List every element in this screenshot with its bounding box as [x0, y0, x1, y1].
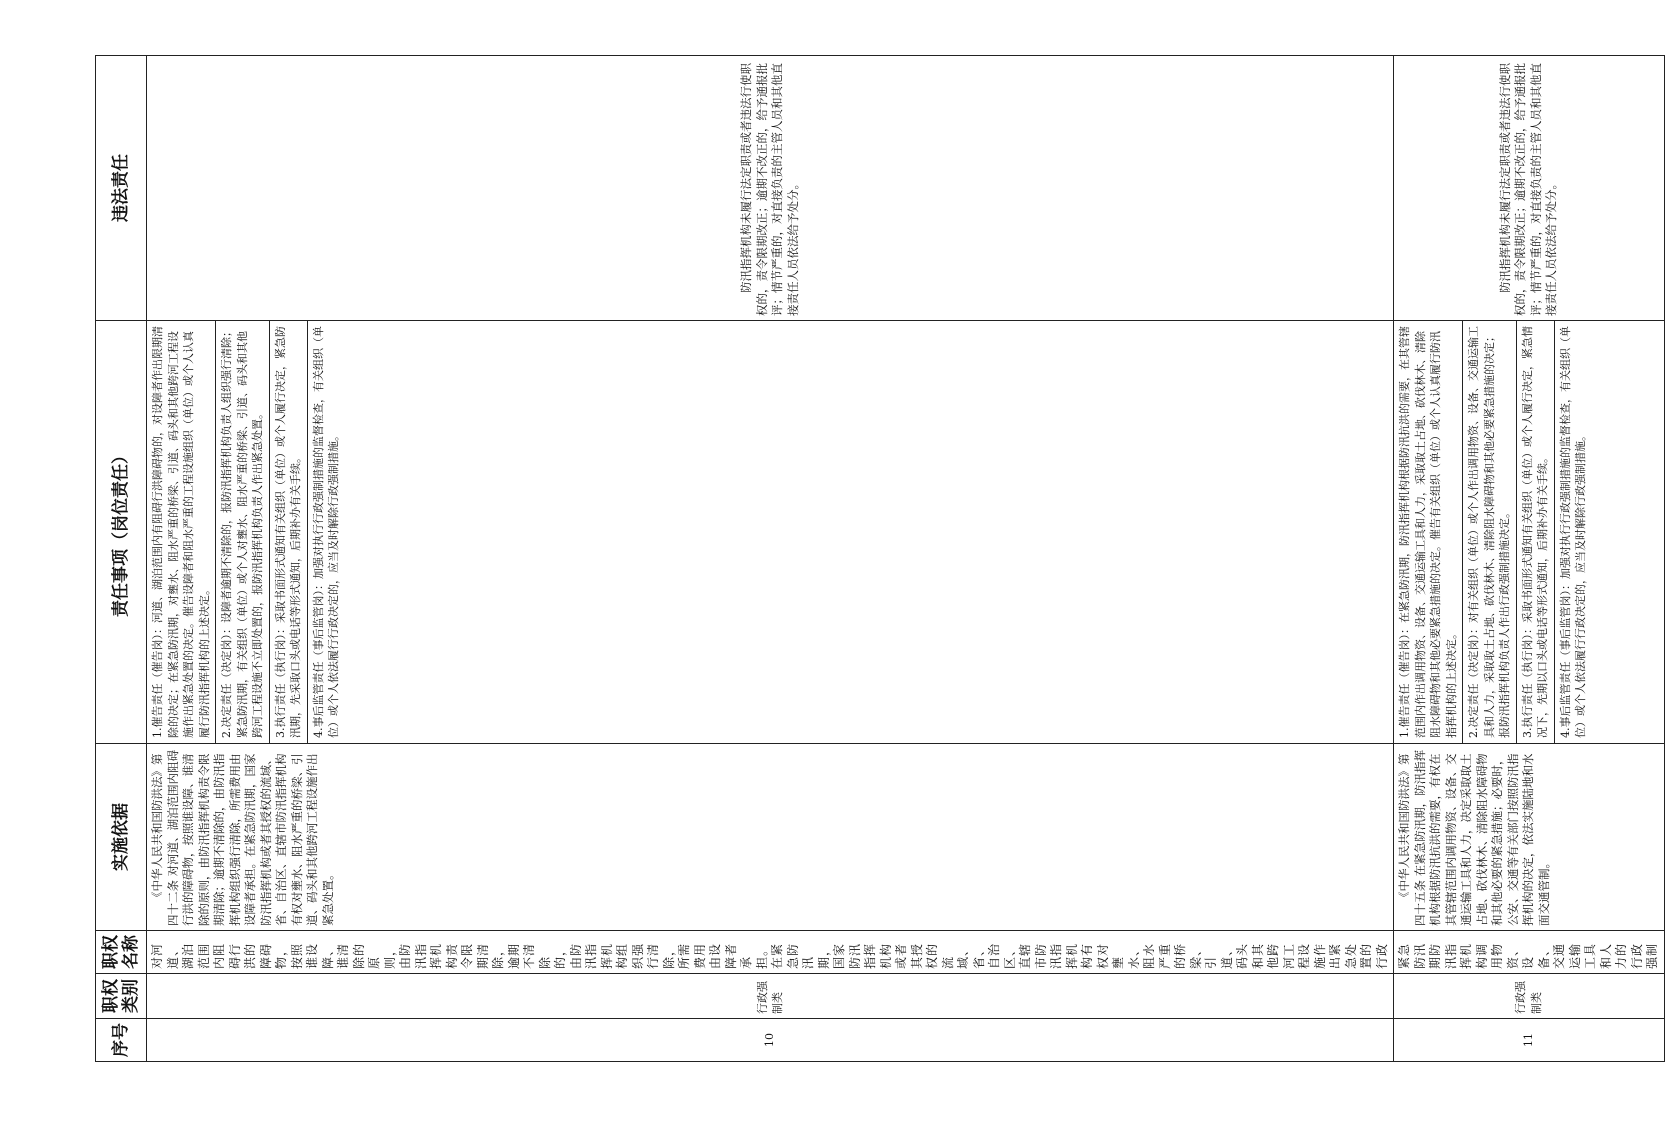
liability-text: 防汛指挥机构未履行法定职责或者违法行使职权的，责令限期改正；逾期不改正的，给予通报批评；情节严重的，对直接负责的主管人员和其他直接责任人员依法给予处分。 — [147, 56, 1394, 321]
authority-name: 对河道、湖泊范围内阻碍行洪的障碍物，按照谁设障、谁清除的原则，由防汛指挥机构责令限期清除，逾期不清除的，由防汛指挥机构组织强行清除，所需费用由设障者承担。在紧急防汛期，国家防汛指挥机构或者其授权的流域、省、自治区、直辖市防汛指挥机构有权对壅水、阻水严重的桥梁、引道、码头和其他跨河工程设施作出紧急处置的行政 — [147, 931, 1394, 974]
duty-items — [1394, 321, 1665, 744]
header-category: 职权类别 — [96, 974, 147, 1019]
row-number: 10 — [147, 1019, 1394, 1062]
duty-item-execute: 3.执行责任（执行岗）：采取书面形式通知有关组织（单位）或个人履行决定，紧急防汛期，先采取口头或电话等形式通知，后期补办有关手续。 — [270, 321, 308, 743]
header-row — [96, 56, 147, 1062]
liability-text: 防汛指挥机构未履行法定职责或者违法行使职权的，责令限期改正；逾期不改正的，给予通报批评；情节严重的，对直接负责的主管人员和其他直接责任人员依法给予处分。 — [1394, 56, 1665, 321]
header-basis: 实施依据 — [96, 744, 147, 931]
legal-basis: 《中华人民共和国防洪法》第四十五条 在紧急防汛期，防汛指挥机构根据防汛抗洪的需要，有权在其管辖范围内调用物资、设备、交通运输工具和人力，决定采取取土占地、砍伐林木、清除阻水障碍物和其他必要的紧急措施；必要时，公安、交通等有关部门按照防汛指挥机构的决定，依法实施陆地和水面交通管制。 — [1394, 744, 1665, 931]
header-name: 职权名称 — [96, 931, 147, 974]
header-no: 序号 — [96, 1019, 147, 1062]
duty-item-supervise: 4.事后监管责任（事后监管岗）：加强对执行行政强制措施的监督检查，有关组织（单位）或个人依法履行行政决定的，应当及时解除行政强制措施。 — [311, 326, 340, 738]
authority-category: 行政强制类 — [1394, 974, 1665, 1019]
authority-category: 行政强制类 — [147, 974, 1394, 1019]
row-number: 11 — [1394, 1019, 1665, 1062]
authority-list-table — [95, 55, 1665, 1062]
table-row — [1394, 56, 1665, 1062]
authority-name: 紧急防汛期防汛指挥机构调用物资、设备、交通运输工具和人力的行政强制 — [1394, 931, 1665, 974]
duty-item-urge: 1.催告责任（催告岗）：在紧急防汛期，防汛指挥机构根据防汛抗洪的需要，在其管辖范围内作出调用物资、设备、交通运输工具和人力，采取取土占地、砍伐林木、清除阻水障碍物和其他必要紧急措施的决定。催告有关组织（单位）或个人认真履行防汛指挥机构的上述决定。 — [1394, 321, 1463, 743]
rotated-table-wrapper — [95, 63, 1659, 1062]
header-duties: 责任事项（岗位责任） — [96, 321, 147, 744]
header-liability: 违法责任 — [96, 56, 147, 321]
duty-item-decide: 2.决定责任（决定岗）：设障者逾期不清除的，报防汛指挥机构负责人组织强行清除；紧急防汛期，有关组织（单位）或个人对壅水、阻水严重的桥梁、引道、码头和其他跨河工程设施不立即处置的，报防汛指挥机构负责人作出紧急处置。 — [216, 321, 270, 743]
duty-item-decide: 2.决定责任（决定岗）：对有关组织（单位）或个人作出调用物资、设备、交通运输工具和人力，采取取土占地、砍伐林木、清除阻水障碍物和其他必要紧急措施的决定；报防汛指挥机构负责人作出行政强制措施决定。 — [1463, 321, 1517, 743]
table-row — [147, 56, 1394, 1062]
legal-basis: 《中华人民共和国防洪法》第四十二条 对河道、湖泊范围内阻碍行洪的障碍物，按照谁设障、谁清除的原则，由防汛指挥机构责令限期清除；逾期不清除的，由防汛指挥机构组织强行清除，所需费用由设障者承担。在紧急防汛期，国家防汛指挥机构或者其授权的流域、省、自治区、直辖市防汛指挥机构有权对壅水、阻水严重的桥梁、引道、码头和其他跨河工程设施作出紧急处置。 — [147, 744, 1394, 931]
duty-item-urge: 1.催告责任（催告岗）：河道、湖泊范围内有阻碍行洪障碍物的，对设障者作出限期清除的决定；在紧急防汛期，对壅水、阻水严重的桥梁、引道、码头和其他跨河工程设施作出紧急处置的决定。催告设障者和阻水严重的工程设施组织（单位）或个人认真履行防汛指挥机构的上述决定。 — [147, 321, 216, 743]
duty-item-supervise: 4.事后监管责任（事后监管岗）：加强对执行行政强制措施的监督检查，有关组织（单位）或个人依法履行行政决定的，应当及时解除行政强制措施。 — [1558, 326, 1587, 738]
duty-item-execute: 3.执行责任（执行岗）：采取书面形式通知有关组织（单位）或个人履行决定，紧急情况下，先期以口头或电话等形式通知，后期补办有关手续。 — [1517, 321, 1555, 743]
duty-items — [147, 321, 1394, 744]
